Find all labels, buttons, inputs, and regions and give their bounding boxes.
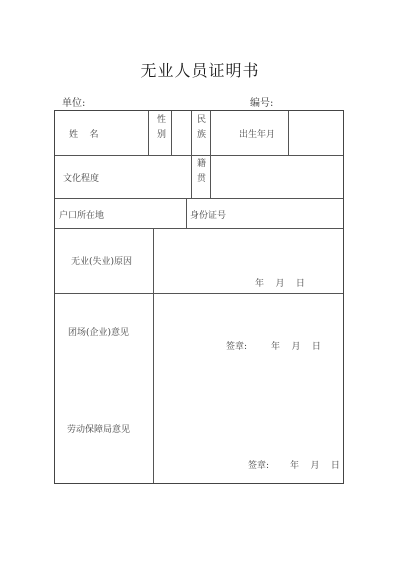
gender-label: 性别 [155,114,165,144]
birth-date-label: 出生年月 [239,130,276,140]
col-divider [171,111,172,155]
col-divider [148,111,149,155]
col-divider [210,111,211,198]
labor-bureau-opinion-label: 劳动保障局意见 [67,425,131,435]
col-divider [288,111,289,155]
labor-date: 年 月 日 [290,461,340,471]
row-divider [55,228,343,229]
col-divider [186,198,187,228]
document-title: 无业人员证明书 [140,61,260,80]
row-divider [55,155,343,156]
unemployment-reason-label: 无业(失业)原因 [71,257,133,267]
certificate-form-table [54,110,344,484]
col-divider [191,111,192,198]
employer-opinion-label: 团场(企业)意见 [68,328,130,338]
id-number-label: 身份证号 [190,211,227,221]
number-label: 编号: [250,98,274,109]
employer-sign-label: 签章: [226,342,248,352]
ethnicity-label: 民族 [195,114,205,144]
reason-date: 年 月 日 [255,279,305,289]
row-divider [55,293,343,294]
hukou-label: 户口所在地 [59,211,105,221]
name-label: 姓 名 [69,130,99,140]
origin-label: 籍贯 [195,158,205,188]
employer-date: 年 月 日 [271,342,321,352]
row-divider [55,198,343,199]
unit-label: 单位: [62,98,86,109]
education-label: 文化程度 [63,174,100,184]
labor-sign-label: 签章: [248,461,270,471]
col-divider [153,228,154,483]
